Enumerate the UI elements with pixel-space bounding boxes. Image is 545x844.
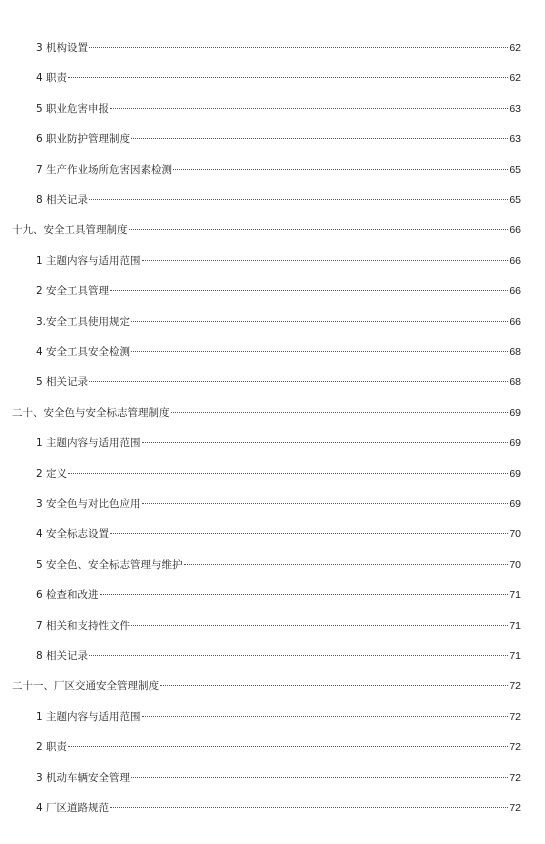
toc-entry-title: 5 安全色、安全标志管理与维护 [36,558,183,571]
toc-entry[interactable] [36,283,521,299]
toc-dot-leader [171,412,509,413]
toc-page-number: 72 [509,710,521,723]
toc-entry[interactable] [36,800,521,816]
toc-entry[interactable] [36,131,521,147]
toc-entry-title: 8 相关记录 [36,650,89,662]
toc-entry-title: 5 职业危害申报 [36,102,110,115]
toc-section-heading[interactable] [12,405,521,421]
toc-entry-title: 十九、安全工具管理制度 [12,224,128,237]
toc-dot-leader [131,351,508,352]
toc-entry-title: 1 主题内容与适用范围 [36,710,141,723]
toc-section-heading[interactable] [12,678,521,694]
toc-dot-leader [68,77,508,78]
toc-entry[interactable] [36,648,521,664]
toc-dot-leader [142,503,509,504]
toc-entry-title: 6 检查和改进 [36,589,99,602]
toc-entry-title: 6 职业防护管理制度 [36,133,131,146]
toc-entry-title: 4 安全标志设置 [36,528,110,541]
toc-entry[interactable] [36,192,521,208]
toc-entry[interactable] [36,344,521,360]
toc-page-number: 66 [509,315,521,328]
toc-entry-title: 3 安全色与对比色应用 [36,498,141,510]
toc-entry-title: 二十、安全色与安全标志管理制度 [12,406,170,419]
toc-entry[interactable] [36,526,521,542]
toc-entry-title: 4 厂区道路规范 [36,802,110,814]
toc-entry-title: 3 机构设置 [36,42,89,54]
toc-page-number: 68 [509,376,521,389]
toc-dot-leader [184,564,509,565]
toc-dot-leader [131,625,508,626]
toc-page-number: 72 [509,771,521,784]
toc-page-number: 66 [509,254,521,267]
toc-page-number: 62 [509,42,521,54]
toc-dot-leader [100,594,509,595]
toc-entry[interactable] [36,314,521,330]
toc-dot-leader [131,777,508,778]
toc-entry-title: 4 安全工具安全检测 [36,346,131,358]
toc-entry[interactable] [36,70,521,86]
toc-page-number: 71 [509,650,521,662]
toc-page-number: 66 [509,224,521,237]
toc-dot-leader [131,138,508,139]
toc-entry-title: 7 相关和支持性文件 [36,619,131,632]
toc-entry[interactable] [36,739,521,755]
toc-entry-title: 2 职责 [36,741,68,754]
toc-page-number: 70 [509,558,521,571]
toc-entry[interactable] [36,435,521,451]
toc-entry-title: 1 主题内容与适用范围 [36,254,141,267]
toc-entry-title: 7 生产作业场所危害因素检测 [36,163,173,176]
toc-page-number: 70 [509,528,521,541]
toc-entry-title: 2 定义 [36,467,68,480]
toc-entry[interactable] [36,253,521,269]
toc-dot-leader [110,807,508,808]
toc-entry[interactable] [36,40,521,56]
toc-dot-leader [142,260,509,261]
toc-entry[interactable] [36,770,521,786]
toc-section-heading[interactable] [12,222,521,238]
toc-entry-title: 1 主题内容与适用范围 [36,437,141,450]
toc-entry[interactable] [36,709,521,725]
toc-page-number: 62 [509,72,521,85]
toc-page-number: 69 [509,437,521,450]
toc-entry-title: 2 安全工具管理 [36,285,110,298]
toc-page-number: 69 [509,498,521,510]
toc-page-number: 66 [509,285,521,298]
toc-entry[interactable] [36,101,521,117]
toc-page-number: 72 [509,802,521,814]
toc-entry-title: 二十一、厂区交通安全管理制度 [12,680,159,693]
toc-dot-leader [68,746,508,747]
toc-page-number: 71 [509,589,521,602]
toc-dot-leader [173,169,508,170]
toc-page-number: 63 [509,133,521,146]
toc-page-number: 71 [509,619,521,632]
toc-page-number: 65 [509,163,521,176]
toc-entry-title: 8 相关记录 [36,194,89,206]
toc-entry[interactable] [36,374,521,390]
toc-dot-leader [142,442,509,443]
toc-dot-leader [142,716,509,717]
toc-dot-leader [129,229,509,230]
toc-dot-leader [89,381,508,382]
toc-entry[interactable] [36,557,521,573]
toc-dot-leader [110,108,508,109]
toc-entry-title: 5 相关记录 [36,376,89,389]
toc-page-number: 72 [509,680,521,693]
toc-dot-leader [89,47,508,48]
toc-page-number: 68 [509,346,521,358]
toc-page-number: 69 [509,406,521,419]
toc-page-number: 69 [509,467,521,480]
toc-entry[interactable] [36,618,521,634]
toc-dot-leader [89,199,508,200]
toc-entry-title: 4 职责 [36,72,68,85]
toc-entry[interactable] [36,162,521,178]
toc-entry-title: 3 机动车辆安全管理 [36,771,131,784]
toc-dot-leader [110,533,508,534]
toc-entry[interactable] [36,496,521,512]
toc-entry-title: 3.安全工具使用规定 [36,315,131,328]
toc-dot-leader [89,655,508,656]
toc-dot-leader [68,473,508,474]
toc-dot-leader [110,290,508,291]
toc-page-number: 65 [509,194,521,206]
toc-dot-leader [131,321,508,322]
toc-entry[interactable] [36,587,521,603]
toc-dot-leader [160,685,508,686]
toc-page-number: 63 [509,102,521,115]
toc-entry[interactable] [36,466,521,482]
toc-page-number: 72 [509,741,521,754]
